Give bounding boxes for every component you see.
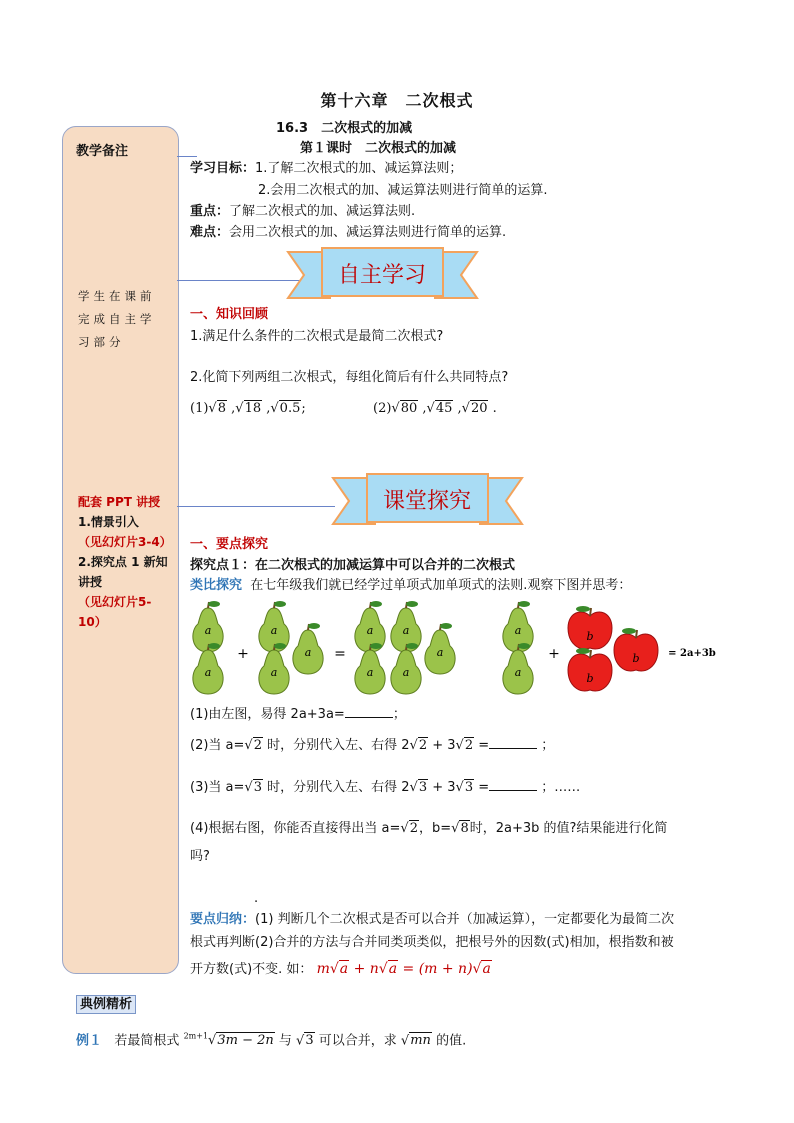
radicand: 2: [464, 738, 474, 753]
svg-text:a: a: [514, 624, 522, 637]
key-point-label: 重点：: [190, 204, 230, 219]
q4-end: 时，2a+3b 的值?结果能进行化简: [469, 821, 668, 836]
q4-mid: ，b=: [418, 821, 452, 836]
svg-text:a: a: [304, 646, 312, 659]
analogy-text: 在七年级我们就已经学过单项式加单项式的法则.观察下图并思考：: [250, 578, 632, 593]
radicand: 0.5: [279, 401, 301, 416]
lesson-title: 第１课时 二次根式的加减: [300, 141, 457, 156]
svg-text:a: a: [270, 624, 278, 637]
explore-q1: (1)由左图，易得 2a+3a= ；: [190, 707, 406, 722]
section-title: 16.3 二次根式的加减: [276, 121, 413, 136]
q3-expr: + 3: [432, 780, 456, 795]
summary-text-2b: (2)合并的方法与合并同类项类似，把根号外的因数(式)相加，根指数和被: [255, 935, 674, 950]
summary-text-2a: 根式再判断: [190, 935, 256, 950]
explore-q3: (3)当 a=√3 时，分别代入左、右得 2√3 + 3√3 = ；……: [190, 780, 581, 795]
radicand: 18: [244, 401, 262, 416]
ellipsis: ；……: [541, 780, 581, 795]
svg-text:a: a: [402, 624, 410, 637]
review-q1: 1.满足什么条件的二次根式是最简二次根式?: [190, 329, 444, 344]
svg-text:+: +: [548, 646, 560, 662]
connector-line: [177, 506, 335, 507]
example-section-tag: [76, 993, 136, 1012]
goal-2: 2.会用二次根式的加、减运算法则进行简单的运算.: [258, 183, 548, 198]
explore-q4: (4)根据右图，你能否直接得出当 a=√2，b=√8时，2a+3b 的值?结果能进行化简: [190, 821, 668, 836]
goals-label: 学习目标：: [190, 161, 256, 176]
radicand: 3: [418, 780, 428, 795]
explore-q2: (2)当 a=√2 时，分别代入左、右得 2√2 + 3√2 = ；: [190, 738, 555, 753]
difficult-point: [190, 224, 506, 242]
banner-class-explore: [325, 472, 530, 534]
sidebar-note: 学生在课前完成自主学习部分: [78, 289, 156, 349]
summary-label: 要点归纳：: [190, 912, 256, 927]
svg-text:a: a: [204, 624, 212, 637]
svg-text:a: a: [366, 666, 374, 679]
ppt-title: 配套 PPT 讲授: [78, 495, 161, 509]
radicand: 2: [253, 738, 262, 753]
svg-text:= 2a+3b: = 2a+3b: [668, 648, 716, 659]
explore-heading: 一、要点探究: [190, 537, 269, 552]
difficult-point-text: 会用二次根式的加、减运算法则进行简单的运算.: [229, 225, 507, 240]
example-text-end: 可以合并，求: [318, 1033, 397, 1049]
q2-expr: + 3: [432, 738, 456, 753]
radicand: 3: [464, 780, 474, 795]
radicand: 2: [409, 821, 418, 836]
analogy-label: 类比探究: [190, 578, 243, 593]
group-2-prefix: (2): [373, 401, 392, 416]
summary-line-3: [190, 960, 492, 979]
summary-text-1: (1) 判断几个二次根式是否可以合并（加减运算），一定都要化为最简二次: [255, 912, 675, 927]
root-index: 2m+1: [183, 1032, 209, 1041]
answer-blank[interactable]: [345, 705, 393, 718]
combine-formula: m√a + n√a = (m + n)√a: [316, 961, 491, 977]
review-heading: 一、知识回顾: [190, 307, 269, 322]
sidebar-ppt-notes: [78, 492, 170, 632]
fruit-illustration: [188, 600, 728, 696]
answer-blank[interactable]: [489, 778, 537, 791]
ppt-item-2-ref: （见幻灯片5-10）: [78, 595, 152, 629]
period-mark: .: [254, 891, 259, 906]
q1-text: (1)由左图，易得 2a+3a=: [190, 707, 345, 722]
radicand: 45: [435, 401, 453, 416]
example-label: 例１: [76, 1033, 103, 1049]
svg-text:b: b: [632, 652, 640, 665]
divider: [177, 156, 197, 157]
svg-text:a: a: [366, 624, 374, 637]
svg-text:b: b: [586, 630, 594, 643]
radicand: 3: [253, 780, 262, 795]
summary-text-3: 开方数(式)不变. 如：: [190, 962, 313, 977]
key-point-text: 了解二次根式的加、减运算法则.: [229, 204, 416, 219]
key-point: [190, 203, 415, 221]
svg-text:a: a: [514, 666, 522, 679]
radicand: 2: [418, 738, 428, 753]
answer-blank[interactable]: [489, 736, 537, 749]
radicand: 80: [400, 401, 418, 416]
summary-line-1: [190, 911, 674, 929]
radicand: mn: [410, 1033, 431, 1049]
banner-self-study: [280, 246, 485, 308]
review-group-2: (2)√80 ,√45 ,√20 .: [373, 401, 497, 416]
svg-text:a: a: [436, 646, 444, 659]
ppt-item-2: 2.探究点 1 新知讲授: [78, 555, 168, 589]
banner-self-study-label: 自主学习: [337, 263, 427, 288]
svg-text:+: +: [237, 646, 249, 662]
example-text-pre: 若最简根式: [114, 1033, 180, 1049]
chapter-title: 第十六章 二次根式: [320, 91, 474, 110]
analogy: [190, 577, 631, 595]
example-final: 的值.: [436, 1033, 467, 1049]
explore-q4-line2: 吗?: [190, 849, 210, 864]
q4-pre: (4)根据右图，你能否直接得出当 a=: [190, 821, 401, 836]
summary-line-2: [190, 934, 674, 952]
banner-class-explore-label: 课堂探究: [382, 489, 472, 514]
group-1-prefix: (1): [190, 401, 209, 416]
ppt-item-1-ref: （见幻灯片3-4）: [78, 535, 172, 549]
section-tag-label: 典例精析: [76, 995, 136, 1014]
example-1: 例１ 若最简根式 $^{2m+1}$√3m − 2n 与 √3 可以合并，求 √mn 的值.: [76, 1032, 467, 1049]
radicand: 3m − 2n: [217, 1033, 274, 1049]
svg-text:a: a: [204, 666, 212, 679]
svg-text:b: b: [586, 672, 594, 685]
learning-goals: [190, 160, 462, 178]
explore-point-1: 探究点１：在二次根式的加减运算中可以合并的二次根式: [190, 558, 516, 573]
svg-text:a: a: [270, 666, 278, 679]
svg-text:a: a: [402, 666, 410, 679]
sidebar-header: 教学备注: [76, 144, 129, 159]
q3-mid: 时，分别代入左、右得 2: [267, 780, 410, 795]
review-q2: 2.化简下列两组二次根式，每组化简后有什么共同特点?: [190, 370, 509, 385]
review-group-1: (1)√8 ,√18 ,√0.5;: [190, 401, 306, 416]
svg-text:=: =: [334, 646, 346, 662]
radicand: 20: [470, 401, 488, 416]
goal-1: 1.了解二次根式的加、减运算法则；: [255, 161, 463, 176]
ppt-item-1: 1.情景引入: [78, 515, 139, 529]
q2-pre: (2)当 a=: [190, 738, 245, 753]
radicand: 8: [460, 821, 469, 836]
q2-mid: 时，分别代入左、右得 2: [267, 738, 410, 753]
radicand: 8: [217, 401, 226, 416]
q3-pre: (3)当 a=: [190, 780, 245, 795]
example-mid: 与: [278, 1033, 292, 1049]
difficult-point-label: 难点：: [190, 225, 230, 240]
